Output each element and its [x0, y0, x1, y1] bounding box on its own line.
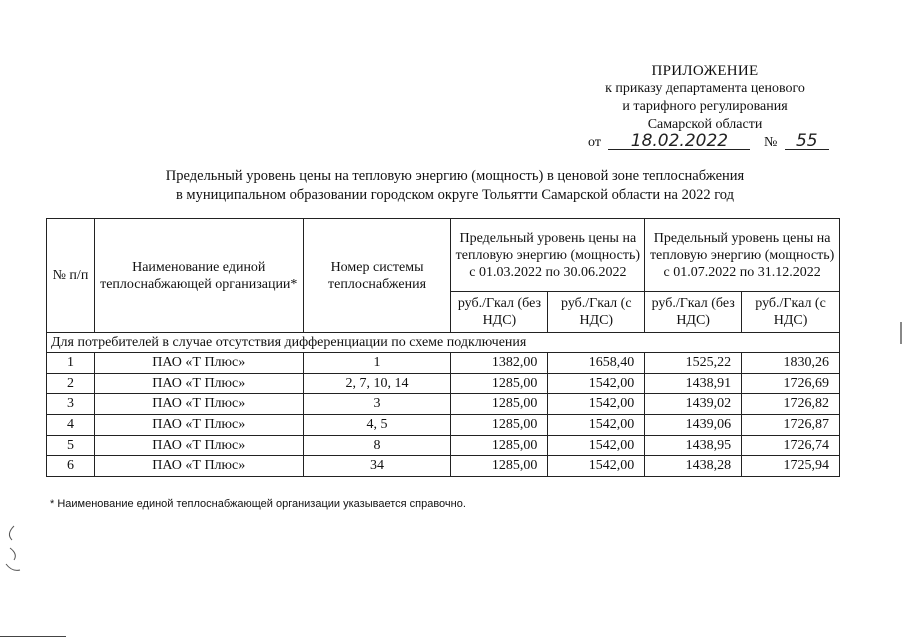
order-number: 55 — [785, 133, 829, 150]
section-label: Для потребителей в случае отсутствия дифференциации по схеме подключения — [47, 333, 840, 353]
header-org: Наименование единой теплоснабжающей организации* — [94, 219, 303, 333]
appendix-line-3: Самарской области — [647, 117, 763, 132]
cell-system: 4, 5 — [303, 415, 451, 436]
cell-p2-vat: 1726,82 — [742, 394, 840, 415]
from-label: от — [588, 135, 601, 150]
cell-p1: 1285,00 — [451, 456, 548, 477]
number-label: № — [763, 135, 778, 150]
cell-system: 8 — [303, 435, 451, 456]
cell-p2-vat: 1725,94 — [742, 456, 840, 477]
price-table — [46, 218, 840, 477]
cell-system: 2, 7, 10, 14 — [303, 373, 451, 394]
cell-p2: 1525,22 — [645, 353, 742, 374]
cell-p1-vat: 1542,00 — [548, 373, 645, 394]
header-p1-no-vat: руб./Гкал (без НДС) — [451, 292, 548, 333]
cell-p1-vat: 1658,40 — [548, 353, 645, 374]
cell-num: 1 — [47, 353, 95, 374]
cell-system: 3 — [303, 394, 451, 415]
table-row — [47, 435, 840, 456]
table-row — [47, 456, 840, 477]
cell-p2: 1438,95 — [645, 435, 742, 456]
header-period-1: Предельный уровень цены на тепловую энергию (мощность) с 01.03.2022 по 30.06.2022 — [451, 219, 645, 292]
cell-org: ПАО «Т Плюс» — [94, 394, 303, 415]
appendix-line-1: к приказу департамента ценового — [605, 81, 805, 96]
table-row — [47, 353, 840, 374]
cell-p1: 1382,00 — [451, 353, 548, 374]
cell-system: 34 — [303, 456, 451, 477]
order-reference — [588, 133, 848, 151]
header-p1-with-vat: руб./Гкал (с НДС) — [548, 292, 645, 333]
appendix-block — [560, 62, 850, 134]
table-row — [47, 394, 840, 415]
cell-p1-vat: 1542,00 — [548, 435, 645, 456]
table-row — [47, 373, 840, 394]
cell-p1-vat: 1542,00 — [548, 415, 645, 436]
table-row — [47, 415, 840, 436]
cell-p1-vat: 1542,00 — [548, 394, 645, 415]
header-row-1 — [47, 219, 840, 292]
cell-p1: 1285,00 — [451, 435, 548, 456]
cell-org: ПАО «Т Плюс» — [94, 456, 303, 477]
cell-p2-vat: 1726,69 — [742, 373, 840, 394]
footnote: * Наименование единой теплоснабжающей организации указывается справочно. — [50, 498, 466, 510]
cell-p2: 1439,02 — [645, 394, 742, 415]
document-title — [40, 167, 870, 205]
appendix-heading: ПРИЛОЖЕНИЕ — [651, 63, 759, 79]
cell-org: ПАО «Т Плюс» — [94, 353, 303, 374]
header-p2-with-vat: руб./Гкал (с НДС) — [742, 292, 840, 333]
cell-p2: 1438,28 — [645, 456, 742, 477]
cell-org: ПАО «Т Плюс» — [94, 415, 303, 436]
header-p2-no-vat: руб./Гкал (без НДС) — [645, 292, 742, 333]
scan-edge-line-bottom — [0, 636, 66, 637]
cell-org: ПАО «Т Плюс» — [94, 373, 303, 394]
scan-artifact-left — [0, 520, 40, 580]
header-period-2: Предельный уровень цены на тепловую энергию (мощность) с 01.07.2022 по 31.12.2022 — [645, 219, 840, 292]
cell-p1-vat: 1542,00 — [548, 456, 645, 477]
cell-org: ПАО «Т Плюс» — [94, 435, 303, 456]
cell-num: 4 — [47, 415, 95, 436]
cell-num: 5 — [47, 435, 95, 456]
section-row — [47, 333, 840, 353]
cell-p1: 1285,00 — [451, 394, 548, 415]
cell-num: 6 — [47, 456, 95, 477]
cell-num: 3 — [47, 394, 95, 415]
title-line-2: в муниципальном образовании городском округе Тольятти Самарской области на 2022 год — [175, 187, 735, 203]
title-line-1: Предельный уровень цены на тепловую энергию (мощность) в ценовой зоне теплоснабжения — [165, 168, 745, 184]
cell-p2: 1439,06 — [645, 415, 742, 436]
cell-p2-vat: 1830,26 — [742, 353, 840, 374]
header-system: Номер системы теплоснабжения — [303, 219, 451, 333]
cell-p1: 1285,00 — [451, 373, 548, 394]
cell-p1: 1285,00 — [451, 415, 548, 436]
cell-p2-vat: 1726,74 — [742, 435, 840, 456]
scan-edge-line-right — [900, 322, 902, 344]
appendix-line-2: и тарифного регулирования — [622, 99, 788, 114]
cell-p2: 1438,91 — [645, 373, 742, 394]
cell-p2-vat: 1726,87 — [742, 415, 840, 436]
cell-num: 2 — [47, 373, 95, 394]
order-date: 18.02.2022 — [608, 133, 750, 150]
cell-system: 1 — [303, 353, 451, 374]
header-num: № п/п — [47, 219, 95, 333]
